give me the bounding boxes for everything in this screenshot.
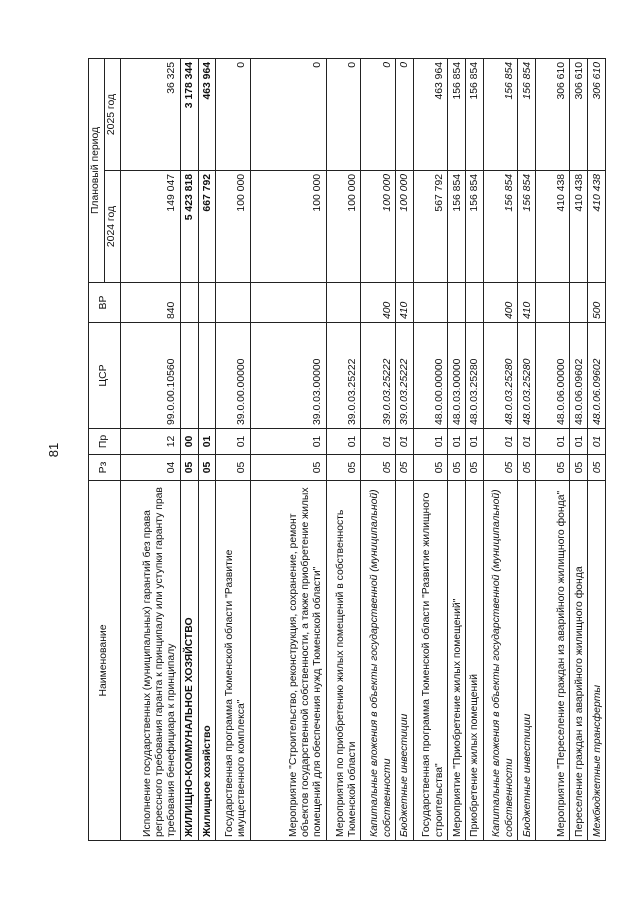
cell-name: Мероприятия по приобретению жилых помещений в собственность Тюменской области — [326, 481, 361, 841]
cell-name: Капитальные вложения в объекты государственной (муниципальной) собственности — [361, 481, 396, 841]
cell-y2025: 0 — [250, 58, 326, 170]
header-2024: 2024 год — [105, 171, 121, 283]
cell-name: Бюджетные инвестиции — [518, 481, 536, 841]
table-row — [198, 58, 216, 840]
cell-vr: 410 — [518, 283, 536, 323]
cell-y2024: 5 423 818 — [180, 171, 198, 283]
cell-y2024: 100 000 — [395, 171, 413, 283]
cell-pr: 01 — [198, 429, 216, 455]
cell-csr: 39.0.03.25222 — [361, 323, 396, 429]
cell-csr: 48.0.06.09602 — [570, 323, 588, 429]
cell-csr: 48.0.03.25280 — [518, 323, 536, 429]
cell-rz: 05 — [250, 455, 326, 481]
cell-vr: 410 — [395, 283, 413, 323]
budget-table-rotated — [88, 59, 606, 841]
cell-name: Приобретение жилых помещений — [465, 481, 483, 841]
cell-csr: 48.0.03.25280 — [483, 323, 518, 429]
table-row — [250, 58, 326, 840]
cell-rz: 05 — [570, 455, 588, 481]
table-header — [89, 58, 121, 840]
cell-vr — [448, 283, 466, 323]
cell-y2024: 100 000 — [250, 171, 326, 283]
cell-pr: 12 — [121, 429, 181, 455]
cell-csr — [198, 323, 216, 429]
table-row — [448, 58, 466, 840]
header-name: Наименование — [89, 481, 121, 841]
table-row — [413, 58, 448, 840]
cell-name: ЖИЛИЩНО-КОММУНАЛЬНОЕ ХОЗЯЙСТВО — [180, 481, 198, 841]
cell-csr: 48.0.03.00000 — [448, 323, 466, 429]
cell-name: Мероприятие "Переселение граждан из аварийного жилищного фонда" — [535, 481, 570, 841]
cell-rz: 05 — [198, 455, 216, 481]
cell-pr: 01 — [395, 429, 413, 455]
cell-vr: 400 — [483, 283, 518, 323]
cell-rz: 05 — [588, 455, 606, 481]
cell-y2025: 0 — [216, 58, 251, 170]
header-rz: Рз — [89, 455, 121, 481]
table-row — [483, 58, 518, 840]
cell-y2025: 156 854 — [465, 58, 483, 170]
table-body — [121, 58, 606, 840]
cell-pr: 01 — [465, 429, 483, 455]
cell-rz: 05 — [465, 455, 483, 481]
cell-y2024: 567 792 — [413, 171, 448, 283]
cell-csr — [180, 323, 198, 429]
cell-y2024: 156 854 — [518, 171, 536, 283]
cell-rz: 05 — [448, 455, 466, 481]
cell-y2025: 36 325 — [121, 58, 181, 170]
cell-vr — [326, 283, 361, 323]
cell-pr: 01 — [326, 429, 361, 455]
cell-y2024: 410 438 — [588, 171, 606, 283]
table-row — [570, 58, 588, 840]
cell-pr: 01 — [250, 429, 326, 455]
cell-y2024: 156 854 — [483, 171, 518, 283]
cell-pr: 01 — [588, 429, 606, 455]
cell-y2025: 0 — [361, 58, 396, 170]
cell-y2024: 100 000 — [326, 171, 361, 283]
cell-name: Государственная программа Тюменской области "Развитие имущественного комплекса" — [216, 481, 251, 841]
cell-rz: 05 — [361, 455, 396, 481]
header-plan-period: Плановый период — [89, 58, 105, 282]
cell-pr: 01 — [570, 429, 588, 455]
cell-y2024: 410 438 — [535, 171, 570, 283]
cell-csr: 99.0.00.10560 — [121, 323, 181, 429]
cell-pr: 00 — [180, 429, 198, 455]
cell-y2024: 156 854 — [465, 171, 483, 283]
cell-rz: 05 — [518, 455, 536, 481]
cell-y2024: 100 000 — [216, 171, 251, 283]
cell-y2024: 100 000 — [361, 171, 396, 283]
table-row — [180, 58, 198, 840]
table-row — [518, 58, 536, 840]
table-row — [121, 58, 181, 840]
cell-csr: 39.0.03.25222 — [326, 323, 361, 429]
cell-y2025: 306 610 — [570, 58, 588, 170]
cell-rz: 04 — [121, 455, 181, 481]
table-row — [535, 58, 570, 840]
cell-vr — [570, 283, 588, 323]
cell-pr: 01 — [483, 429, 518, 455]
page-number: 81 — [46, 442, 61, 458]
cell-vr — [250, 283, 326, 323]
cell-name: Мероприятие "Строительство, реконструкция, сохранение, ремонт объектов государственной собственности, а также приобретение жилых помещений для обеспечения нужд Тюменской области" — [250, 481, 326, 841]
cell-pr: 01 — [518, 429, 536, 455]
cell-pr: 01 — [413, 429, 448, 455]
cell-csr: 39.0.03.00000 — [250, 323, 326, 429]
cell-rz: 05 — [395, 455, 413, 481]
cell-rz: 05 — [326, 455, 361, 481]
header-csr: ЦСР — [89, 323, 121, 429]
cell-vr — [180, 283, 198, 323]
cell-y2025: 306 610 — [588, 58, 606, 170]
cell-csr: 48.0.06.09602 — [588, 323, 606, 429]
cell-pr: 01 — [448, 429, 466, 455]
cell-y2024: 410 438 — [570, 171, 588, 283]
cell-rz: 05 — [216, 455, 251, 481]
header-pr: Пр — [89, 429, 121, 455]
cell-rz: 05 — [535, 455, 570, 481]
cell-vr: 500 — [588, 283, 606, 323]
cell-pr: 01 — [535, 429, 570, 455]
cell-name: Мероприятие "Приобретение жилых помещений" — [448, 481, 466, 841]
header-2025: 2025 год — [105, 58, 121, 170]
cell-vr — [216, 283, 251, 323]
cell-name: Исполнение государственных (муниципальных) гарантий без права регрессного требования гаранта к принципалу или уступки гаранту прав требования бенефициара к принципалу — [121, 481, 181, 841]
cell-vr — [465, 283, 483, 323]
cell-rz: 05 — [483, 455, 518, 481]
header-vr: ВР — [89, 283, 121, 323]
cell-name: Жилищное хозяйство — [198, 481, 216, 841]
cell-y2024: 156 854 — [448, 171, 466, 283]
cell-name: Капитальные вложения в объекты государственной (муниципальной) собственности — [483, 481, 518, 841]
cell-csr: 48.0.00.00000 — [413, 323, 448, 429]
cell-y2024: 667 792 — [198, 171, 216, 283]
cell-vr: 840 — [121, 283, 181, 323]
cell-csr: 39.0.03.25222 — [395, 323, 413, 429]
cell-rz: 05 — [413, 455, 448, 481]
cell-name: Бюджетные инвестиции — [395, 481, 413, 841]
table-row — [395, 58, 413, 840]
cell-csr: 48.0.06.00000 — [535, 323, 570, 429]
cell-y2024: 149 047 — [121, 171, 181, 283]
cell-vr — [535, 283, 570, 323]
cell-csr: 39.0.00.00000 — [216, 323, 251, 429]
budget-table — [88, 58, 606, 841]
cell-vr — [198, 283, 216, 323]
table-row — [588, 58, 606, 840]
cell-rz: 05 — [180, 455, 198, 481]
cell-y2025: 156 854 — [518, 58, 536, 170]
cell-y2025: 156 854 — [483, 58, 518, 170]
cell-y2025: 463 964 — [198, 58, 216, 170]
table-row — [465, 58, 483, 840]
cell-vr: 400 — [361, 283, 396, 323]
cell-y2025: 463 964 — [413, 58, 448, 170]
cell-name: Межбюджетные трансферты — [588, 481, 606, 841]
table-row — [326, 58, 361, 840]
cell-csr: 48.0.03.25280 — [465, 323, 483, 429]
cell-pr: 01 — [361, 429, 396, 455]
cell-name: Переселение граждан из аварийного жилищного фонда — [570, 481, 588, 841]
cell-y2025: 156 854 — [448, 58, 466, 170]
cell-vr — [413, 283, 448, 323]
cell-y2025: 3 178 344 — [180, 58, 198, 170]
cell-y2025: 0 — [326, 58, 361, 170]
cell-pr: 01 — [216, 429, 251, 455]
cell-y2025: 306 610 — [535, 58, 570, 170]
cell-name: Государственная программа Тюменской области "Развитие жилищного строительства" — [413, 481, 448, 841]
cell-y2025: 0 — [395, 58, 413, 170]
table-row — [361, 58, 396, 840]
table-row — [216, 58, 251, 840]
